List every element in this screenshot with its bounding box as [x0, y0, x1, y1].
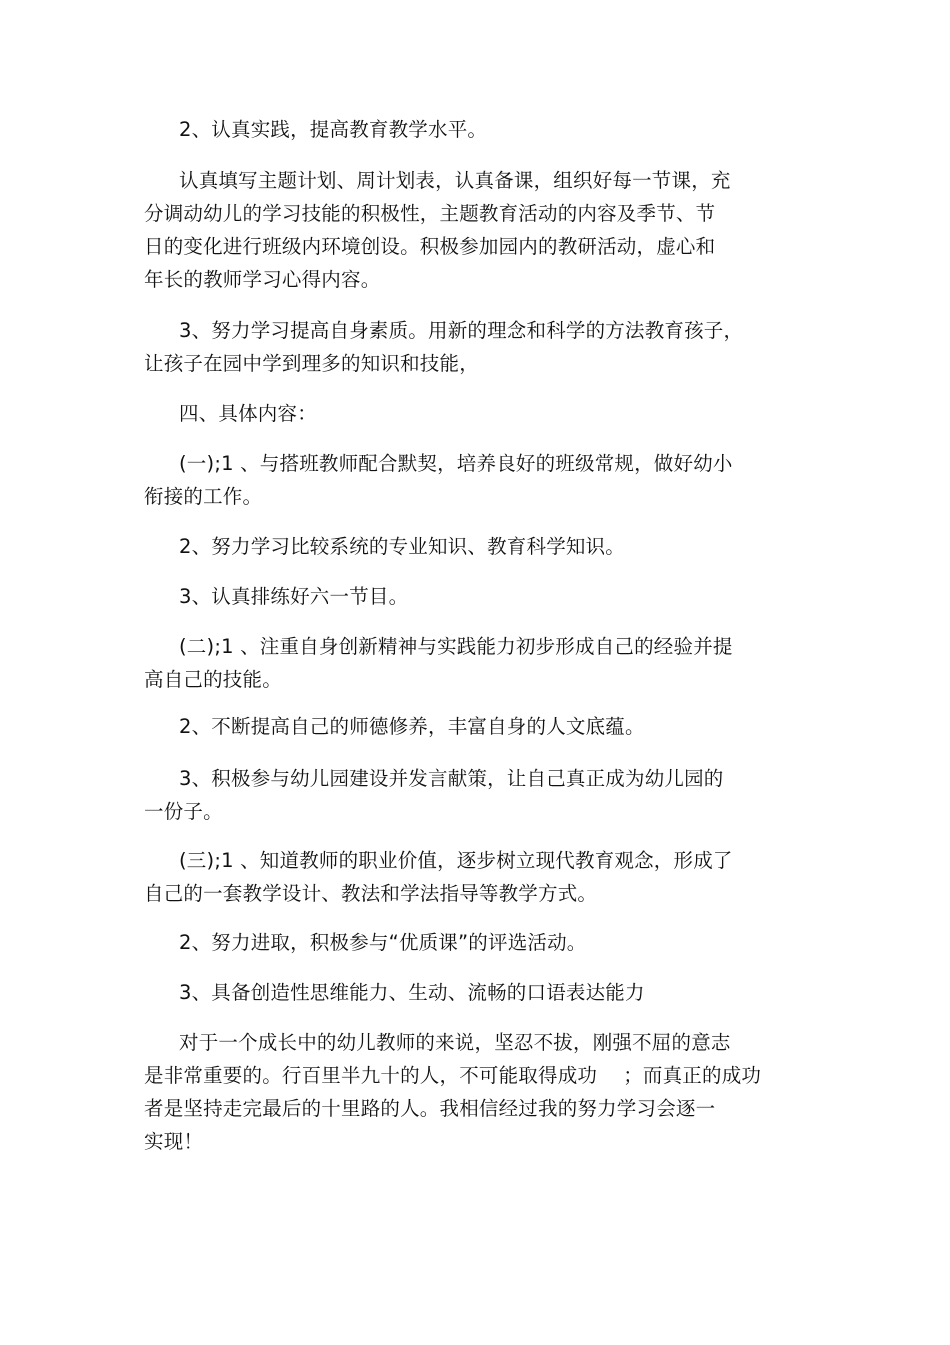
- text-line: 让孩子在园中学到理多的知识和技能，: [144, 352, 479, 375]
- text-line: 衔接的工作。: [144, 485, 263, 508]
- text-line: 3、具备创造性思维能力、生动、流畅的口语表达能力: [179, 981, 645, 1004]
- text-line: (二);1 、注重自身创新精神与实践能力初步形成自己的经验并提: [179, 635, 733, 658]
- text-line: 日的变化进行班级内环境创设。积极参加园内的教研活动，虚心和: [144, 235, 716, 258]
- text-line: 者是坚持走完最后的十里路的人。我相信经过我的努力学习会逐一: [144, 1097, 716, 1120]
- text-line: 3、积极参与幼儿园建设并发言献策，让自己真正成为幼儿园的: [179, 767, 724, 790]
- paragraph-item-two-2: [144, 710, 804, 743]
- text-line: 3、努力学习提高自身素质。用新的理念和科学的方法教育孩子，: [179, 319, 744, 342]
- text-line: 2、认真实践，提高教育教学水平。: [179, 118, 488, 141]
- text-line: 自己的一套教学设计、教法和学法指导等教学方式。: [144, 882, 598, 905]
- paragraph-planning: [144, 164, 804, 296]
- text-line: 对于一个成长中的幼儿教师的来说，坚忍不拔，刚强不屈的意志: [179, 1031, 731, 1054]
- paragraph-item-two-1: [144, 630, 804, 696]
- paragraph-self-improvement: [144, 314, 804, 380]
- text-line: 分调动幼儿的学习技能的积极性，主题教育活动的内容及季节、节: [144, 202, 716, 225]
- text-line: 是非常重要的。行百里半九十的人，不可能取得成功 ；而真正的成功: [144, 1064, 762, 1087]
- text-line: 一份子。: [144, 800, 223, 823]
- text-line: (一);1 、与搭班教师配合默契，培养良好的班级常规，做好幼小: [179, 452, 733, 475]
- paragraph-item-three-3: [144, 976, 804, 1009]
- text-line: 3、认真排练好六一节目。: [179, 585, 409, 608]
- paragraph-item-one-1: [144, 447, 804, 513]
- paragraph-item-three-1: [144, 844, 804, 910]
- paragraph-item-two-3: [144, 762, 804, 828]
- text-line: 2、不断提高自己的师德修养，丰富自身的人文底蕴。: [179, 715, 645, 738]
- paragraph-conclusion: [144, 1026, 804, 1158]
- text-line: 2、努力进取，积极参与“优质课”的评选活动。: [179, 931, 587, 954]
- text-line: (三);1 、知道教师的职业价值，逐步树立现代教育观念，形成了: [179, 849, 733, 872]
- paragraph-item-one-2: [144, 530, 804, 563]
- paragraph-practice: [144, 113, 804, 146]
- section-heading: [144, 397, 804, 430]
- text-line: 实现！: [144, 1130, 204, 1153]
- text-line: 认真填写主题计划、周计划表，认真备课，组织好每一节课，充: [179, 169, 731, 192]
- text-line: 高自己的技能。: [144, 668, 282, 691]
- paragraph-item-three-2: [144, 926, 804, 959]
- paragraph-item-one-3: [144, 580, 804, 613]
- text-line: 四、具体内容：: [179, 402, 317, 425]
- text-line: 年长的教师学习心得内容。: [144, 268, 381, 291]
- text-line: 2、努力学习比较系统的专业知识、教育科学知识。: [179, 535, 626, 558]
